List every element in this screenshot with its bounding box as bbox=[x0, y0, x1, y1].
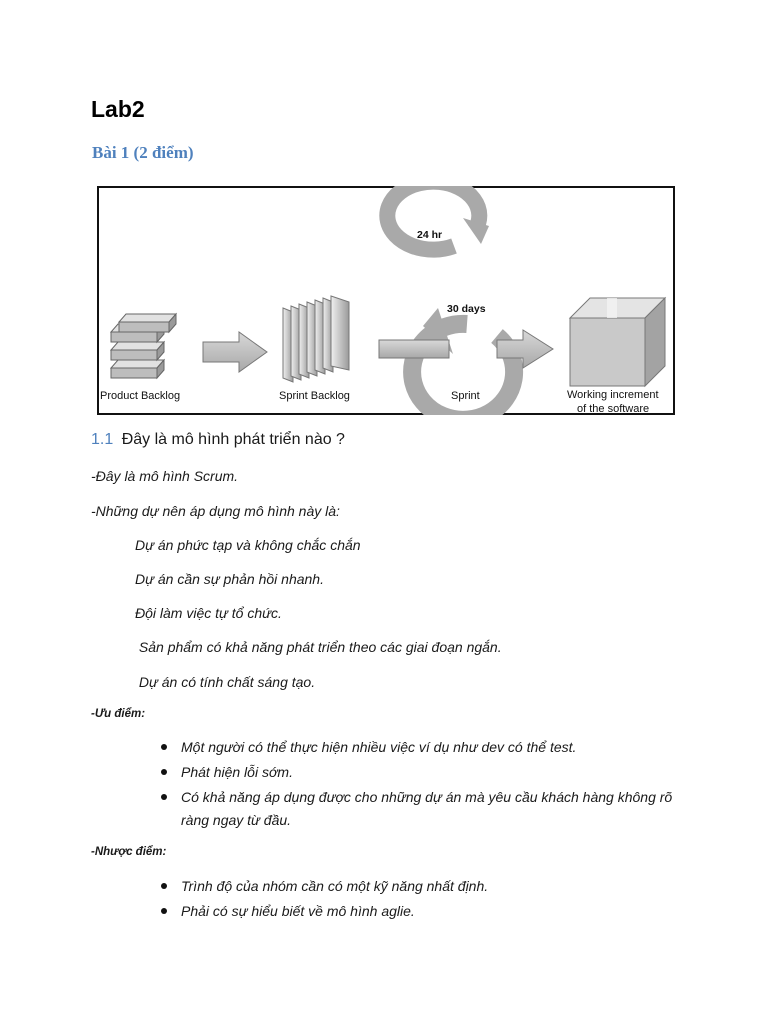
pros-list bbox=[160, 736, 680, 834]
list-item: Trình độ của nhóm cần có một kỹ năng nhất định. bbox=[160, 875, 680, 898]
cons-list bbox=[160, 875, 680, 925]
label-working-line2: of the software bbox=[577, 403, 650, 415]
page-title: Lab2 bbox=[91, 96, 145, 122]
project-item: Dự án phức tạp và không chắc chắn bbox=[135, 537, 361, 553]
project-item: Sản phẩm có khả năng phát triển theo các giai đoạn ngắn. bbox=[135, 639, 502, 655]
bullet-icon bbox=[161, 908, 167, 914]
label-sprint-backlog: Sprint Backlog bbox=[279, 390, 350, 402]
working-increment-box bbox=[570, 298, 665, 386]
list-item: Có khả năng áp dụng được cho những dự án mà yêu cầu khách hàng không rõ ràng ngay từ đầu. bbox=[160, 786, 680, 832]
section-heading bbox=[91, 431, 345, 449]
bullet-icon bbox=[161, 883, 167, 889]
label-sprint: Sprint bbox=[451, 390, 480, 402]
section-heading-text: Đây là mô hình phát triển nào ? bbox=[121, 431, 345, 448]
cons-title: -Nhược điểm: bbox=[91, 846, 167, 858]
list-item: Phát hiện lỗi sớm. bbox=[160, 761, 680, 784]
label-30days: 30 days bbox=[447, 303, 486, 315]
label-working-line1: Working increment bbox=[567, 389, 659, 401]
answer-text: -Đây là mô hình Scrum. bbox=[91, 468, 239, 484]
list-item: Phải có sự hiểu biết về mô hình aglie. bbox=[160, 900, 680, 923]
pros-title: -Ưu điểm: bbox=[91, 708, 146, 720]
exercise-title: Bài 1 (2 điểm) bbox=[92, 143, 194, 162]
section-number: 1.1 bbox=[91, 431, 114, 448]
project-item: Dự án cần sự phản hồi nhanh. bbox=[135, 571, 324, 587]
list-item: Một người có thể thực hiện nhiều việc ví dụ như dev có thể test. bbox=[160, 736, 680, 759]
bullet-icon bbox=[161, 794, 167, 800]
scrum-diagram bbox=[97, 186, 675, 415]
bullet-icon bbox=[161, 769, 167, 775]
label-product-backlog: Product Backlog bbox=[100, 390, 181, 402]
projects-intro: -Những dự nên áp dụng mô hình này là: bbox=[91, 503, 340, 519]
project-item: Đội làm việc tự tổ chức. bbox=[135, 605, 282, 621]
label-24hr: 24 hr bbox=[417, 229, 443, 241]
project-item: Dự án có tính chất sáng tạo. bbox=[135, 674, 316, 690]
bullet-icon bbox=[161, 744, 167, 750]
